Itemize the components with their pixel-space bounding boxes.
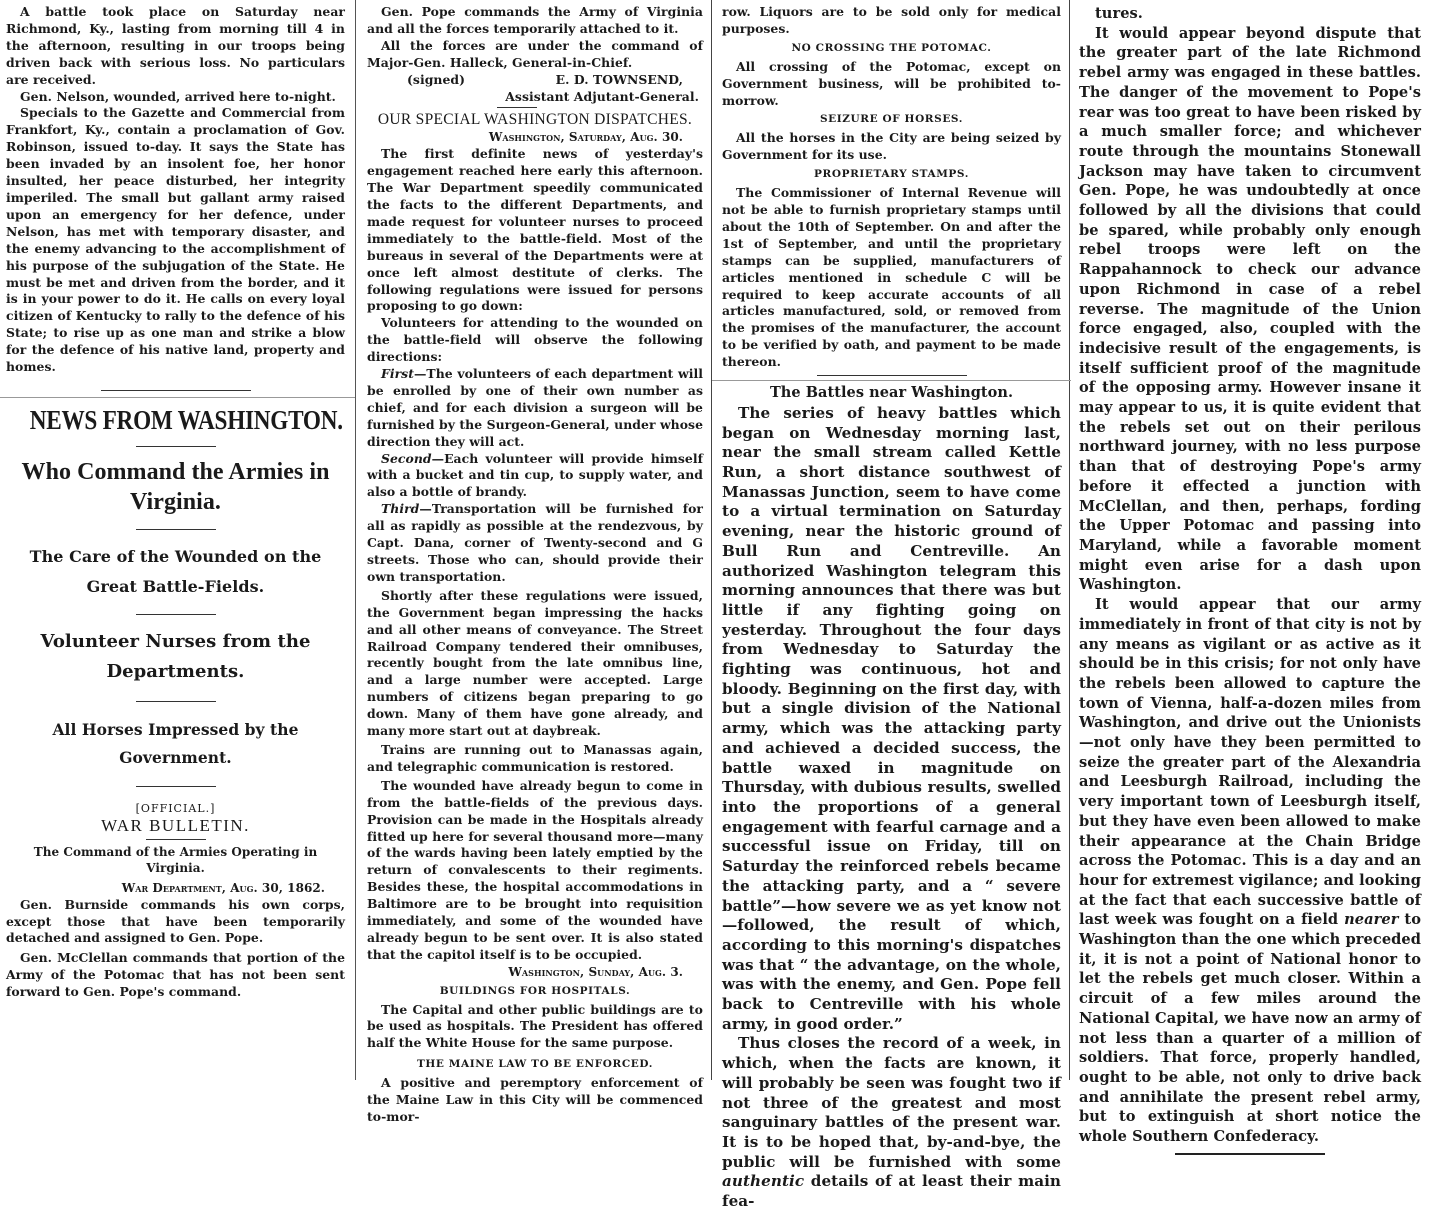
article-paragraph: Gen. McClellan commands that portion of the Army of the Potomac that has not been sent forward to Gen. Pope's command. bbox=[6, 950, 345, 1000]
potomac-heading: NO CROSSING THE POTOMAC. bbox=[791, 41, 992, 54]
deck-headline-3: Volunteer Nurses from the Departments. bbox=[40, 630, 311, 682]
article-paragraph: The Commissioner of Internal Revenue will not be able to furnish proprietary stamps until about the 10th of September. On and after the 1st of September, and until the proprietary stamps can be supplied, manufacturers of articles mentioned in schedule C will be required to keep accurate accounts of all articles manufactured, sold, or removed from the promises of the manufacturer, the account to be verified by oath, and payment to be made thereon. bbox=[722, 185, 1061, 370]
italic-text: nearer bbox=[1344, 911, 1399, 929]
battles-article bbox=[722, 404, 1061, 1212]
bulletin-title: WAR BULLETIN. bbox=[101, 815, 250, 835]
text-run: to Washington than the one which preceded it, it is not a point of National honor to let the rebels get much closer. Within a circuit of a few miles around the National Capital, we have now an army of not less than a quarter of a million of soldiers. That force, properly handled, ought to be able, not only to drive back and annihilate the present rebel army, but to extinguish at short notice the whole Southern Confederacy. bbox=[1079, 911, 1421, 1146]
article-paragraph bbox=[1079, 595, 1421, 1147]
signer-name: E. D. TOWNSEND, bbox=[555, 71, 683, 87]
maine-law-heading: THE MAINE LAW TO BE ENFORCED. bbox=[416, 1058, 653, 1071]
article-paragraph: Volunteers for attending to the wounded on the battle-field will observe the following directions: bbox=[367, 315, 703, 365]
bulletin-dateline: War Department, Aug. 30, 1862. bbox=[121, 880, 325, 895]
article-paragraph: Shortly after these regulations were issued, the Government began impressing the hacks and all other means of conveyance. The Street Railroad Company tendered their omnibuses, recently bought from the late omnibus line, and a large number were accepted. Large numbers of citizens began preparing to go down. Many of them have gone already, and many more start out at daybreak. bbox=[367, 587, 703, 739]
main-headline: NEWS FROM WASHINGTON. bbox=[29, 404, 343, 435]
article-paragraph: It would appear beyond dispute that the greater part of the late Richmond rebel army was engaged in these battles. The danger of the movement to Pope's rear was too great to have been risked by a much smaller force; and whichever route through the mountains Stonewall Jackson may have taken to circumvent Gen. Pope, he was undoubtedly at once followed by all the divisions that could be spared, while probably only enough rebel troops were left on the Rappahannock to check our advance upon Richmond in case of a rebel reverse. The magnitude of the Union force engaged, also, coupled with the indecisive result of the engagements, is itself sufficient proof of the magnitude of the opposing army. However insane it may appear to us, it is quite evident that the rebels set out on their perilous northward journey, with no less purpose than that of destroying Pope's army before it effected a junction with McClellan, and then, perhaps, fording the Upper Potomac and passing into Maryland, while a favorable moment might even arise for a dash upon Washington. bbox=[1079, 24, 1421, 594]
text-run: Thus closes the record of a week, in which, when the facts are known, it will probably be seen was fought two if not three of the greatest and most sanguinary battles of the present war. It is to be hoped that, by-and-bye, the public will be furnished with some bbox=[722, 1034, 1061, 1171]
column-4 bbox=[1071, 0, 1429, 1146]
column-2 bbox=[357, 0, 712, 1124]
deck-headline-4: All Horses Impressed by the Government. bbox=[52, 719, 299, 767]
article-paragraph: The series of heavy battles which began on Wednesday morning last, near the small stream called Kettle Run, a short distance southwest of Manassas Junction, seem to have come to a virtual termination on Saturday evening, near the historic ground of Bull Run and Centreville. An authorized Washington telegram this morning announces that there was but little if any fighting going on yesterday. Throughout the four days from Wednesday to Saturday the fighting was continuous, hot and bloody. Beginning on the first day, with but a single division of the National army, which was the attacking party and achieved a decided success, the battle waxed in magnitude on Thursday, with dubious results, swelled into the proportions of a general engagement with fearful carnage and a successful issue on Friday, till on Saturday the reinforced rebels became the attacking party, and a “ severe battle”—how severe we as yet know not—followed, the result of which, according to this morning's dispatches was that “ the advantage, on the whole, was with the enemy, and Gen. Pope fell back to Centreville with his whole army, in good order.” bbox=[722, 403, 1061, 1033]
direction-second bbox=[367, 451, 703, 502]
direction-label: Second bbox=[381, 450, 432, 466]
article-paragraph: Trains are running out to Manassas again, and telegraphic communication is restored. bbox=[367, 741, 703, 774]
direction-label: Third bbox=[381, 501, 420, 517]
rule-divider bbox=[497, 107, 537, 108]
horses-heading: SEIZURE OF HORSES. bbox=[819, 113, 963, 126]
article-paragraph: A battle took place on Saturday near Richmond, Ky., lasting from morning till 4 in the afternoon, resulting in our troops being driven back with serious loss. No particulars are received. bbox=[6, 4, 345, 87]
rule-divider bbox=[136, 446, 216, 447]
article-paragraph: All the horses in the City are being seized by Government for its use. bbox=[722, 130, 1061, 163]
direction-text: —The volunteers of each department will be enrolled by one of their own number as chief, and for each division a surgeon will be furnished by the Surgeon-General, under whose direction they will act. bbox=[367, 366, 703, 449]
rule-divider bbox=[136, 701, 216, 702]
end-rule bbox=[1175, 1153, 1325, 1155]
text-run: It would appear that our army immediately in front of that city is not by any means as vigilant or as active as it should be in this crisis; for not only have the rebels been allowed to capture the town of Vienna, half-a-dozen miles from Washington, and drive out the Unionists—not only have they been permitted to seize the greater part of the Alexandria and Leesburgh Railroad, including the very important town of Leesburgh itself, but they have even been allowed to make their appearance at the Chain Bridge across the Potomac. This is a day and an hour for extremest vigilance; and looking at the fact that each successive battle of last week was fought on a field bbox=[1079, 596, 1421, 929]
direction-third bbox=[367, 501, 703, 586]
column-1 bbox=[0, 0, 356, 1080]
clipping-edge bbox=[712, 380, 1071, 381]
rule-divider bbox=[146, 839, 206, 840]
direction-text: —Transportation will be furnished for all as rapidly as possible at the rendezvous, by Capt. Dana, corner of Twenty-second and G streets. Those who can, should provide their own transportation. bbox=[367, 501, 703, 584]
article-paragraph: Gen. Burnside commands his own corps, except those that have been temporarily detached and assigned to Gen. Pope. bbox=[6, 896, 345, 946]
article-paragraph: A positive and peremptory enforcement of the Maine Law in this City will be commenced to-mor- bbox=[367, 1075, 703, 1124]
deck-headline-1: Who Command the Armies in Virginia. bbox=[21, 458, 330, 515]
signer-title: Assistant Adjutant-General. bbox=[505, 88, 699, 104]
rule-divider bbox=[817, 375, 967, 376]
rule-divider bbox=[101, 390, 251, 391]
dispatch-dateline: Washington, Saturday, Aug. 30. bbox=[488, 130, 683, 145]
official-label: [OFFICIAL.] bbox=[135, 801, 216, 815]
deck-headline-2: The Care of the Wounded on the Great Battle-Fields. bbox=[29, 546, 322, 596]
article-paragraph bbox=[722, 1034, 1061, 1211]
article-paragraph: The Capital and other public buildings are to be used as hospitals. The President has offered half the White House for the same purpose. bbox=[367, 1001, 703, 1051]
bulletin-subhead: The Command of the Armies Operating in Virginia. bbox=[33, 844, 318, 875]
article-paragraph: Specials to the Gazette and Commercial from Frankfort, Ky., contain a proclamation of Gov. Robinson, issued to-day. It says the State has been invaded by an insolent foe, her honor insulted, her peace disturbed, her integrity imperiled. The small but gallant army raised upon an emergency for her defence, under Nelson, has met with temporary disaster, and the enemy advancing to the accomplishment of his purpose of the subjugation of the State. He must be met and driven from the border, and it is in your power to do it. He calls on every loyal citizen of Kentucky to rally to the defence of his State; to rise up as one man and strike a blow for the defence of his native land, property and homes. bbox=[6, 105, 345, 375]
direction-first bbox=[367, 366, 703, 451]
text-run: details of at least their main fea- bbox=[722, 1172, 1061, 1211]
rule-divider bbox=[136, 529, 216, 530]
sunday-dateline: Washington, Sunday, Aug. 3. bbox=[508, 964, 683, 979]
clipping-edge bbox=[0, 397, 355, 398]
article-paragraph: The wounded have already begun to come in from the battle-fields of the previous days. Provision can be made in the Hospitals already fitted up here for several thousand more—many of the wards having been lately emptied by the return of convalescents to their regiments. Besides these, the hospital accommodations in Baltimore are to be brought into requisition immediately, and some of the wounded have already begun to be sent over. It is also stated that the capitol itself is to be occupied. bbox=[367, 777, 703, 962]
stamps-heading: PROPRIETARY STAMPS. bbox=[814, 168, 969, 181]
article-paragraph: row. Liquors are to be sold only for medical purposes. bbox=[722, 4, 1061, 36]
editorial-article bbox=[1079, 4, 1421, 1147]
article-paragraph: tures. bbox=[1095, 5, 1143, 22]
rule-divider bbox=[136, 786, 216, 787]
article-paragraph: The first definite news of yesterday's engagement reached here early this afternoon. The War Department speedily communicated the facts to the different Departments, and made request for volunteer nurses to proceed immediately to the battle-field. Most of the bureaus in several of the Departments were at once left almost destitute of clerks. The following regulations were issued for persons proposing to go down: bbox=[367, 146, 703, 314]
hospitals-heading: BUILDINGS FOR HOSPITALS. bbox=[439, 984, 631, 997]
rule-divider bbox=[136, 614, 216, 615]
battles-headline: The Battles near Washington. bbox=[769, 384, 1014, 402]
signed-label: (signed) bbox=[407, 71, 466, 87]
direction-label: First bbox=[381, 366, 414, 382]
direction-text: —Each volunteer will provide himself with a bucket and tin cup, to supply water, and also a bottle of brandy. bbox=[367, 450, 703, 500]
signature-line bbox=[367, 72, 703, 89]
italic-text: authentic bbox=[722, 1172, 805, 1191]
article-paragraph: Gen. Pope commands the Army of Virginia and all the forces temporarily attached to it. bbox=[367, 4, 703, 36]
column-3 bbox=[712, 0, 1070, 1211]
article-paragraph: All crossing of the Potomac, except on Government business, will be prohibited to-morrow. bbox=[722, 58, 1061, 108]
dispatch-headline: OUR SPECIAL WASHINGTON DISPATCHES. bbox=[377, 111, 693, 129]
article-paragraph: All the forces are under the command of Major-Gen. Halleck, General-in-Chief. bbox=[367, 37, 703, 70]
article-paragraph: Gen. Nelson, wounded, arrived here to-night. bbox=[20, 88, 336, 104]
